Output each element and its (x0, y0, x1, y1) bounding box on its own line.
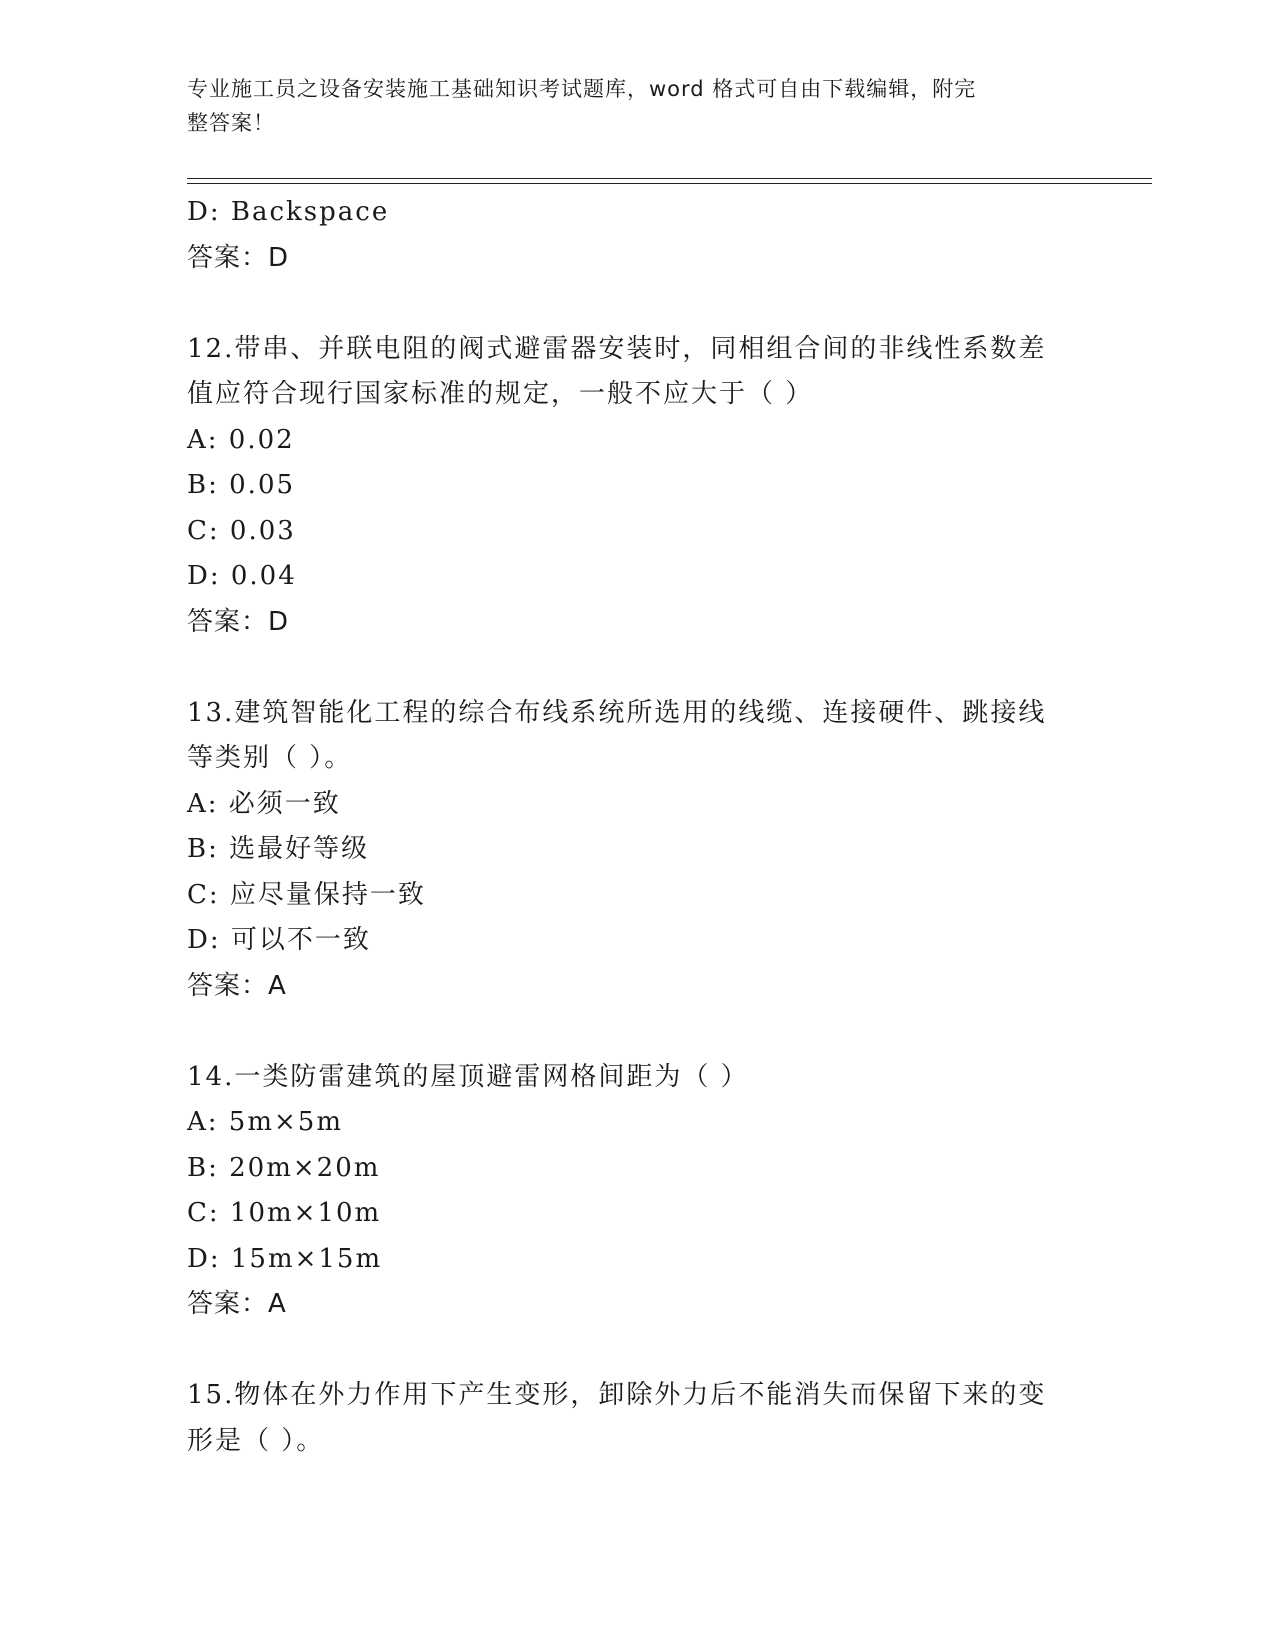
question-list (187, 190, 1087, 1464)
question-stem: 15.物体在外力作用下产生变形，卸除外力后不能消失而保留下来的变 (187, 1380, 1047, 1410)
option-c: C: 应尽量保持一致 (187, 879, 426, 910)
option-c: C: 0.03 (187, 515, 296, 546)
question-15 (187, 1373, 1087, 1464)
header-divider-bottom (187, 183, 1152, 184)
option-d: D: 可以不一致 (187, 925, 371, 955)
option-b: B: 0.05 (187, 470, 296, 500)
question-13 (187, 691, 1087, 1010)
option-d: D: Backspace (187, 197, 390, 227)
question-stem: 13.建筑智能化工程的综合布线系统所选用的线缆、连接硬件、跳接线 (187, 697, 1047, 728)
answer-line: 答案：A (187, 1289, 287, 1319)
question-stem: 12.带串、并联电阻的阀式避雷器安装时，同相组合间的非线性系数差 (187, 333, 1047, 364)
answer-line: 答案：A (187, 970, 287, 1001)
option-a: A: 5m×5m (187, 1107, 343, 1137)
option-d: D: 15m×15m (187, 1243, 383, 1274)
question-stem: 值应符合现行国家标准的规定，一般不应大于（ ） (187, 379, 814, 409)
answer-line: 答案：D (187, 606, 290, 637)
document-header (187, 72, 1067, 140)
option-b: B: 20m×20m (187, 1152, 381, 1183)
question-12 (187, 327, 1087, 646)
answer-line: 答案：D (187, 242, 290, 273)
option-a: A: 必须一致 (187, 788, 341, 819)
header-line-2: 整答案！ (187, 111, 275, 135)
question-stem: 等类别（ ）。 (187, 743, 353, 773)
option-a: A: 0.02 (187, 424, 295, 455)
option-c: C: 10m×10m (187, 1198, 382, 1228)
option-b: B: 选最好等级 (187, 834, 370, 864)
question-stem: 形是（ ）。 (187, 1425, 325, 1456)
header-line-1: 专业施工员之设备安装施工基础知识考试题库，word 格式可自由下载编辑，附完 (187, 77, 977, 101)
option-d: D: 0.04 (187, 561, 297, 591)
question-stem: 14.一类防雷建筑的屋顶避雷网格间距为（ ） (187, 1061, 749, 1092)
question-14 (187, 1055, 1087, 1328)
header-divider-top (187, 178, 1152, 179)
